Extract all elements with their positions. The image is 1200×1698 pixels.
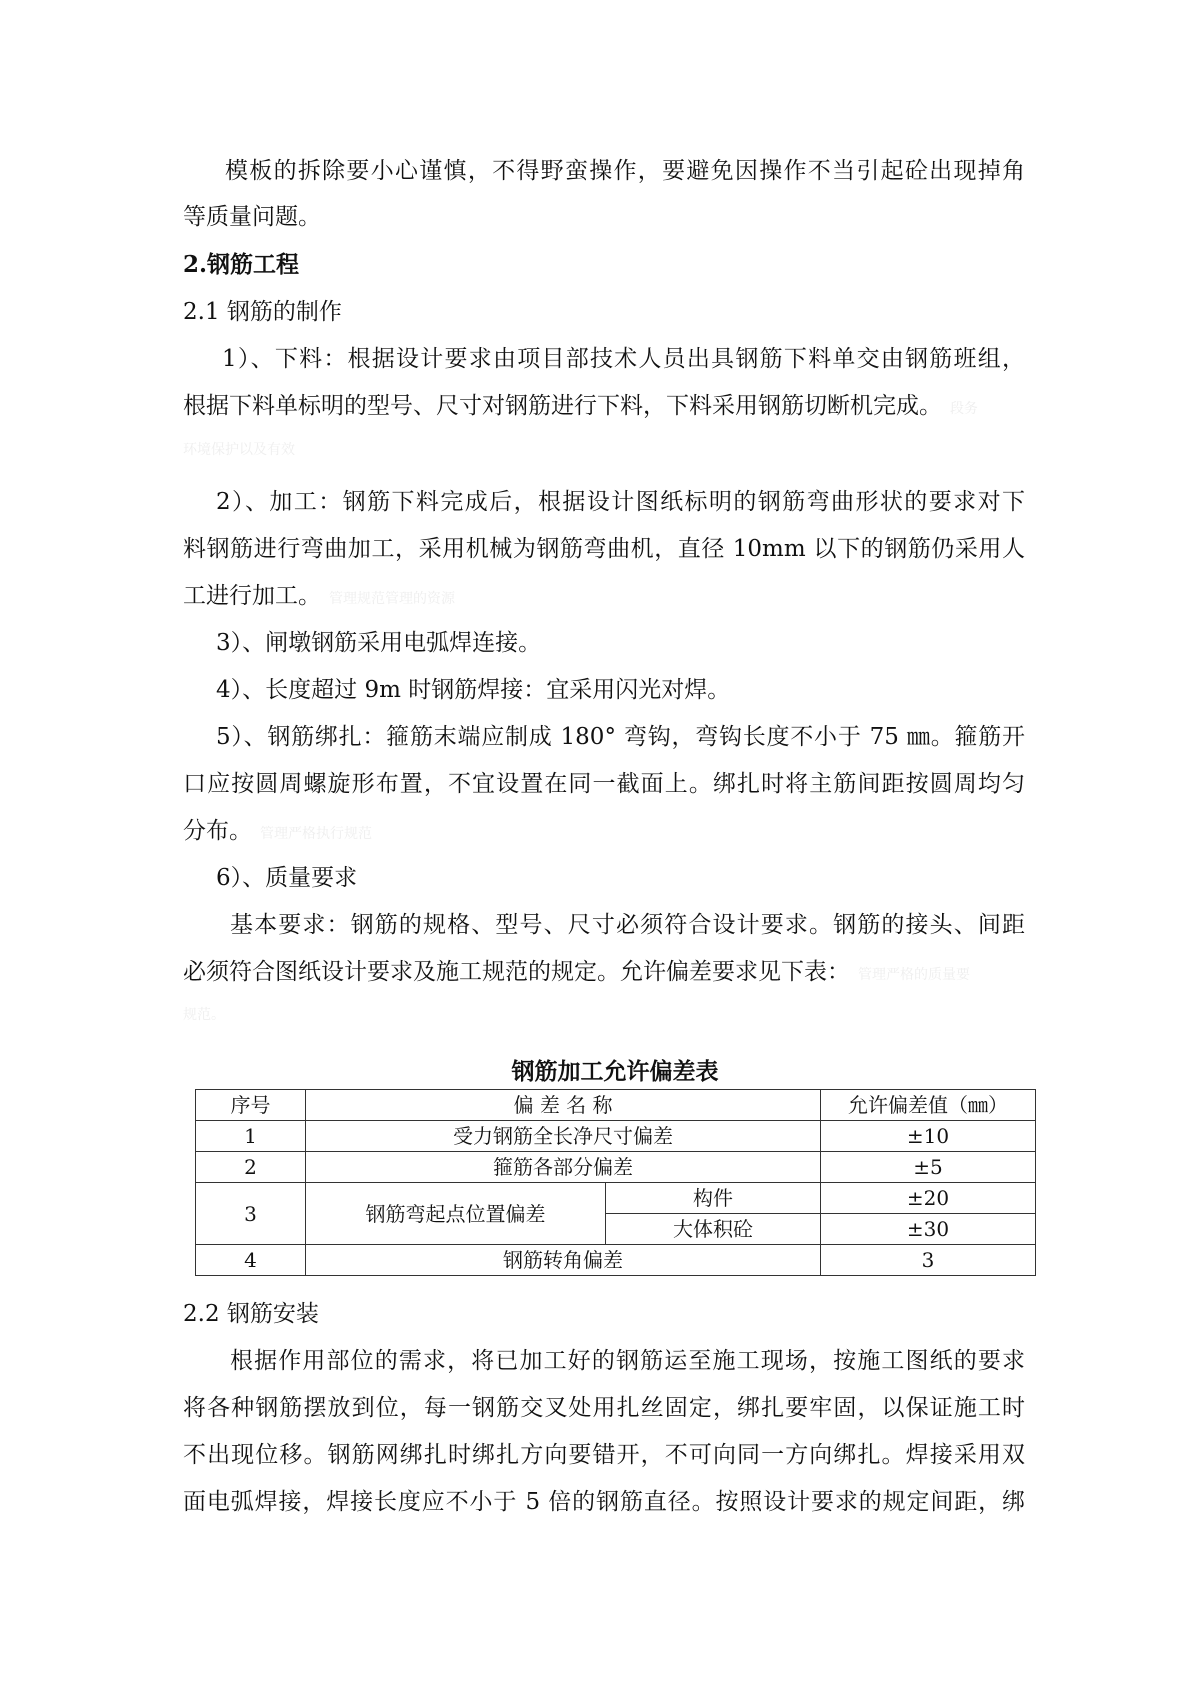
install-line-3: 不出现位移。钢筋网绑扎时绑扎方向要错开，不可向同一方向绑扎。焊接采用双 xyxy=(183,1442,1025,1468)
install-line-2: 将各种钢筋摆放到位，每一钢筋交叉处用扎丝固定，绑扎要牢固，以保证施工时 xyxy=(183,1395,1025,1421)
basic-req-faint-note-2: 规范。 xyxy=(183,1007,225,1023)
install-line-4: 面电弧焊接，焊接长度应不小于 5 倍的钢筋直径。按照设计要求的规定间距，绑 xyxy=(183,1489,1025,1515)
deviation-table xyxy=(195,1089,1036,1276)
section-2-1-heading: 2.1 钢筋的制作 xyxy=(183,299,342,325)
row-3-sub-2: 大体积砼 xyxy=(606,1214,821,1245)
header-no: 序号 xyxy=(196,1090,306,1121)
item-2-line-3 xyxy=(183,581,455,614)
row-2-value: ±5 xyxy=(821,1152,1036,1183)
section-2-2-heading: 2.2 钢筋安装 xyxy=(183,1301,319,1327)
row-1-name: 受力钢筋全长净尺寸偏差 xyxy=(306,1121,821,1152)
basic-req-faint-note: 管理严格的质量要 xyxy=(858,967,970,983)
header-value: 允许偏差值（㎜） xyxy=(821,1090,1036,1121)
table-header-row xyxy=(196,1090,1036,1121)
item-5-line-3 xyxy=(183,816,372,849)
item-5-line-2: 口应按圆周螺旋形布置，不宜设置在同一截面上。绑扎时将主筋间距按圆周均匀 xyxy=(183,771,1025,797)
basic-req-line-2-text: 必须符合图纸设计要求及施工规范的规定。允许偏差要求见下表： xyxy=(183,959,850,985)
row-2-name: 箍筋各部分偏差 xyxy=(306,1152,821,1183)
row-4-name: 钢筋转角偏差 xyxy=(306,1245,821,1276)
row-4-no: 4 xyxy=(196,1245,306,1276)
row-3-value-2: ±30 xyxy=(821,1214,1036,1245)
item-2-faint-note: 管理规范管理的资源 xyxy=(329,591,455,607)
intro-line-2: 等质量问题。 xyxy=(183,204,321,230)
item-1-line-2 xyxy=(183,391,978,424)
table-row xyxy=(196,1121,1036,1152)
item-3-line: 3）、闸墩钢筋采用电弧焊连接。 xyxy=(216,630,542,656)
item-1-faint-note-2: 环境保护以及有效 xyxy=(183,442,295,458)
item-2-line-2: 料钢筋进行弯曲加工，采用机械为钢筋弯曲机，直径 10mm 以下的钢筋仍采用人 xyxy=(183,536,1025,562)
basic-req-line-2 xyxy=(183,957,970,990)
item-1-line-1: 1）、下料：根据设计要求由项目部技术人员出具钢筋下料单交由钢筋班组， xyxy=(222,346,1025,372)
table-title: 钢筋加工允许偏差表 xyxy=(511,1058,719,1085)
item-6-line: 6）、质量要求 xyxy=(216,865,358,891)
install-line-1: 根据作用部位的需求，将已加工好的钢筋运至施工现场，按施工图纸的要求 xyxy=(230,1348,1025,1374)
table-row xyxy=(196,1245,1036,1276)
item-5-line-1: 5）、钢筋绑扎：箍筋末端应制成 180° 弯钩，弯钩长度不小于 75 ㎜。箍筋开 xyxy=(216,724,1025,750)
section-2-heading: 2.钢筋工程 xyxy=(183,251,300,278)
row-1-value: ±10 xyxy=(821,1121,1036,1152)
item-5-line-3-text: 分布。 xyxy=(183,818,252,844)
item-1-faint-note: 段务 xyxy=(950,401,978,417)
row-1-no: 1 xyxy=(196,1121,306,1152)
table-row xyxy=(196,1152,1036,1183)
table-row xyxy=(196,1183,1036,1214)
intro-line-1: 模板的拆除要小心谨慎，不得野蛮操作，要避免因操作不当引起砼出现掉角 xyxy=(225,158,1025,184)
row-3-name: 钢筋弯起点位置偏差 xyxy=(306,1183,606,1245)
item-2-line-3-text: 工进行加工。 xyxy=(183,583,321,609)
basic-req-line-1: 基本要求：钢筋的规格、型号、尺寸必须符合设计要求。钢筋的接头、间距 xyxy=(230,912,1025,938)
item-1-line-2-text: 根据下料单标明的型号、尺寸对钢筋进行下料，下料采用钢筋切断机完成。 xyxy=(183,393,942,419)
row-3-no: 3 xyxy=(196,1183,306,1245)
row-3-value-1: ±20 xyxy=(821,1183,1036,1214)
row-3-sub-1: 构件 xyxy=(606,1183,821,1214)
item-4-line: 4）、长度超过 9m 时钢筋焊接：宜采用闪光对焊。 xyxy=(216,677,731,703)
header-name: 偏 差 名 称 xyxy=(306,1090,821,1121)
row-4-value: 3 xyxy=(821,1245,1036,1276)
item-2-line-1: 2）、加工：钢筋下料完成后，根据设计图纸标明的钢筋弯曲形状的要求对下 xyxy=(216,489,1025,515)
row-2-no: 2 xyxy=(196,1152,306,1183)
item-5-faint-note: 管理严格执行规范 xyxy=(260,826,372,842)
